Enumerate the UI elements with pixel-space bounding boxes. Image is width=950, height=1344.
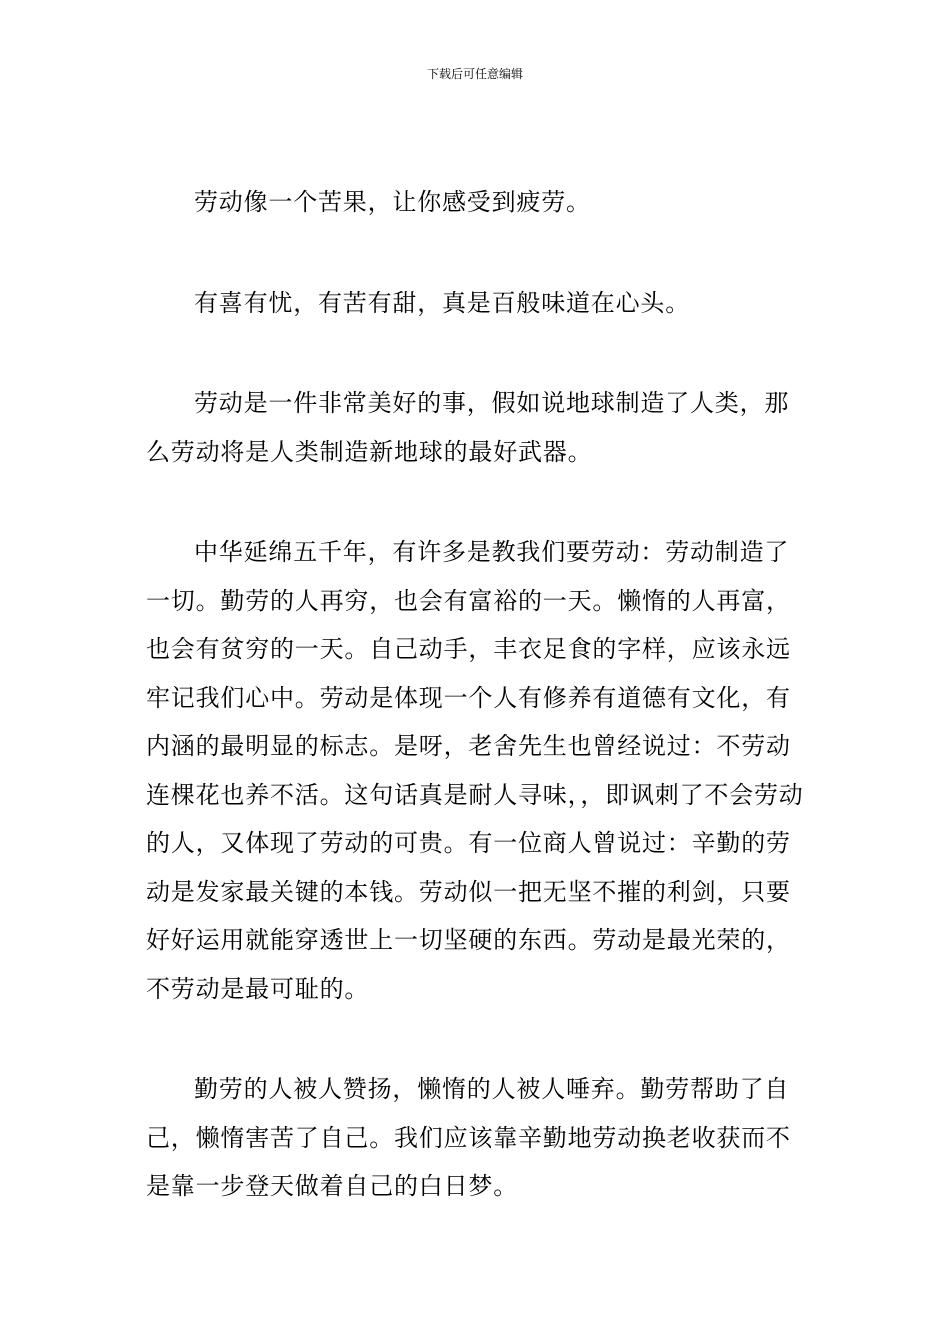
paragraph-3: 劳动是一件非常美好的事，假如说地球制造了人类，那么劳动将是人类制造新地球的最好武器。 [146, 389, 790, 466]
page-header: 下载后可任意编辑 [426, 67, 523, 81]
paragraph-1: 劳动像一个苦果，让你感受到疲劳。 [194, 188, 591, 216]
paragraph-2: 有喜有忧，有苦有甜，真是百般味道在心头。 [194, 288, 690, 317]
paragraph-5: 勤劳的人被人赞扬，懒惰的人被人唾弃。勤劳帮助了自己，懒惰害苦了自己。我们应该靠辛勤地劳动换老收获而不是靠一步登天做着自己的白日梦。 [146, 1075, 791, 1200]
document-body [146, 178, 808, 1263]
paragraph-4: 中华延绵五千年，有许多是教我们要劳动：劳动制造了一切。勤劳的人再穷，也会有富裕的一天。懒惰的人再富，也会有贫穷的一天。自己动手，丰衣足食的字样，应该永远牢记我们心中。劳动是体现一个人有修养有道德有文化，有内涵的最明显的标志。是呀，老舍先生也曾经说过：不劳动连棵花也养不活。这句话真是耐人寻味，，即讽刺了不会劳动的人，又体现了劳动的可贵。有一位商人曾说过：辛勤的劳动是发家最关键的本钱。劳动似一把无坚不摧的利剑，只要好好运用就能穿透世上一切坚硬的东西。劳动是最光荣的，不劳动是最可耻的。 [146, 538, 804, 1003]
